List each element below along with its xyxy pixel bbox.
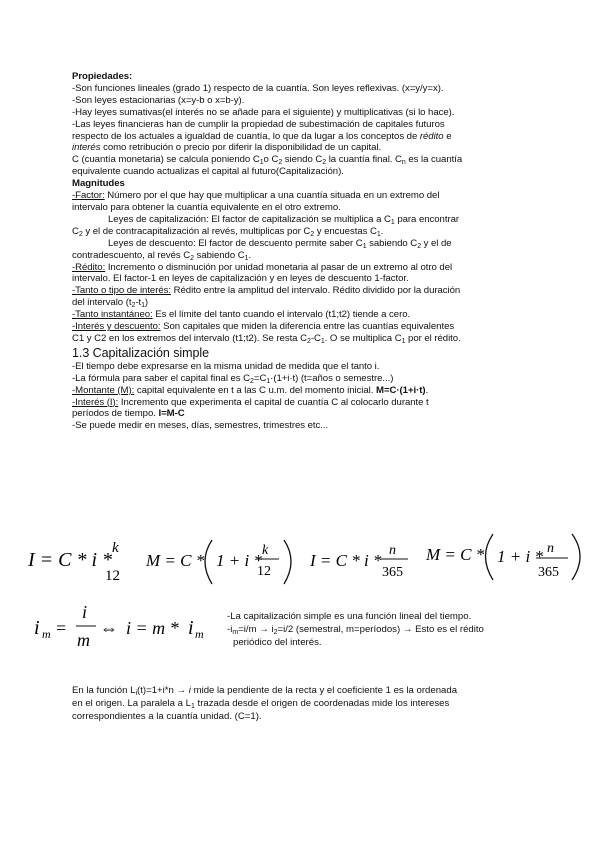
simple-cap-line: -El tiempo debe expresarse en la misma unidad de medida que el tanto i.	[72, 360, 380, 372]
properties-line: C (cuantía monetaria) se calcula poniendo $C_1o$ $C_2$ siendo $C_2$ la cuantía final. $C_n$ es la cuantía	[72, 154, 463, 167]
svg-text:i: i	[82, 602, 88, 622]
svg-text:i: i	[188, 617, 194, 639]
side-line: periódico del interés.	[233, 637, 322, 648]
svg-text:12: 12	[257, 564, 271, 579]
properties-line: interés como retribución o precio por diferir la disponibilidad de un capital.	[72, 142, 382, 154]
formula-periodic-rate	[0, 596, 220, 656]
svg-text:m: m	[77, 630, 90, 650]
capitalization-line: Leyes de capitalización: El factor de capitalización se multiplica a $C_1$ para encontrar	[108, 213, 460, 226]
redito-line: -Rédito: Incremento o disminución por unidad monetaria al pasar de un extremo al otro del	[72, 261, 453, 273]
simple-cap-line: -Se puede medir en meses, días, semestres, trimestres etc...	[72, 420, 329, 432]
linear-function-paragraph	[72, 684, 542, 724]
formula-amount-months	[145, 540, 291, 584]
svg-text:12: 12	[105, 568, 120, 584]
factor-line: intervalo para obtener la cuantía equivalente en el otro extremo.	[72, 201, 341, 213]
properties-heading: Propiedades:	[72, 71, 133, 82]
instant-rate-line: -Tanto instantáneo: Es el límite del tanto cuando el intervalo (t1;t2) tiende a cero.	[72, 309, 411, 321]
interest-discount-line: -Interés y descuento: Son capitales que miden la diferencia entre las cuantías equivalentes	[72, 321, 455, 333]
svg-text:k: k	[262, 543, 269, 558]
redito-line: intervalo. El factor-1 en leyes de capitalización y en leyes de descuento 1-factor.	[72, 273, 409, 285]
properties-line: -Son leyes estacionarias (x=y-b o x=b-y).	[72, 94, 245, 106]
section-heading: 1.3 Capitalización simple	[72, 345, 210, 360]
svg-text:m: m	[42, 627, 51, 641]
properties-line: -Las leyes financieras han de cumplir la propiedad de subestimación de capitales futuros	[72, 118, 445, 130]
svg-text:i: i	[34, 617, 40, 639]
para-line: correspondientes a la cuantía unidad. (C=1).	[72, 711, 262, 723]
interest-discount-line: C1 y C2 en los extremos del intervalo (t1;t2). Se resta $C_2-C_1$. O se multiplica $C_1$ por el rédito.	[72, 332, 461, 345]
magnitudes-heading: Magnitudes	[72, 178, 125, 190]
simple-cap-line: -Montante (M): capital equivalente en t a las C u.m. del momento inicial. M=C·(1+i·t).	[72, 384, 429, 396]
svg-text:i = m *: i = m *	[126, 618, 179, 638]
properties-line: equivalente cuando actualizas el capital al futuro(Capitalización).	[72, 166, 344, 178]
svg-text:365: 365	[382, 565, 403, 580]
interest-rate-line: del intervalo $(t_2-t_1)$	[72, 297, 149, 310]
simple-cap-line: -La fórmula para saber el capital final es $C_2=C_1\cdot(1+i\cdot t)$ (t=años o semestre...)	[72, 372, 394, 385]
svg-text:n: n	[547, 541, 554, 556]
notes-text	[72, 71, 534, 432]
discount-line: contradescuento, al revés $C_2$ sabiendo $C_1$.	[72, 249, 252, 262]
capitalization-line: $C_2$ y el de contracapitalización al revés, multiplicas por $C_2$ y encuestas $C_1$.	[72, 225, 384, 238]
side-line: $-i_m=i/m \to i_2=i/2$ (semestral, m=períodos) → Esto es el rédito	[227, 624, 484, 636]
svg-text:I = C * i *: I = C * i *	[28, 549, 113, 571]
factor-line: -Factor: Número por el que hay que multiplicar a una cuantía situada en un extremo del	[72, 190, 440, 202]
para-line: en el origen. La paralela a $L_1$ trazada desde el origen de coordenadas mide los intereses	[72, 698, 450, 711]
svg-text:365: 365	[538, 565, 559, 580]
svg-text:k: k	[112, 540, 119, 556]
formula-amount-days	[425, 534, 580, 580]
svg-text:1 + i *: 1 + i *	[216, 551, 262, 570]
simple-cap-line: períodos de tiempo. I=M-C	[72, 408, 185, 420]
properties-line: -Son funciones lineales (grado 1) respecto de la cuantía. Son leyes reflexivas. (x=y/y=x).	[72, 82, 444, 94]
side-line: -La capitalización simple es una función lineal del tiempo.	[227, 611, 472, 622]
simple-cap-line: -Interés (I): Incremento que experimenta el capital de cuantía C al colocarlo durante t	[72, 396, 429, 408]
formula-interest-months	[27, 540, 120, 584]
formula-interest-days	[309, 543, 408, 580]
svg-text:M = C *: M = C *	[426, 545, 485, 564]
para-line: En la función $L_i(t)=1+i*n \to i$ mide la pendiente de la recta y el coeficiente 1 es la ordenada	[72, 685, 458, 697]
svg-text:I = C * i *: I = C * i *	[310, 551, 382, 570]
svg-text:m: m	[195, 627, 204, 641]
discount-line: Leyes de descuento: El factor de descuento permite saber $C_1$ sabiendo $C_2$ y el de	[108, 237, 452, 250]
side-notes	[227, 610, 557, 649]
svg-text:=: =	[56, 618, 67, 638]
svg-text:n: n	[389, 543, 396, 558]
svg-text:⇔: ⇔	[100, 618, 118, 638]
svg-text:M = C *: M = C *	[146, 551, 205, 570]
formula-row	[0, 528, 600, 594]
interest-rate-line: -Tanto o tipo de interés: Rédito entre la amplitud del intervalo. Rédito dividido por la duración	[72, 285, 461, 297]
svg-text:1 + i *: 1 + i *	[497, 547, 543, 566]
properties-line: -Hay leyes sumativas(el interés no se añade para el siguiente) y multiplicativas (si lo hace).	[72, 106, 455, 118]
properties-line: respecto de los actuales a igualdad de cuantía, lo que da lugar a los conceptos de rédito e	[72, 130, 452, 142]
